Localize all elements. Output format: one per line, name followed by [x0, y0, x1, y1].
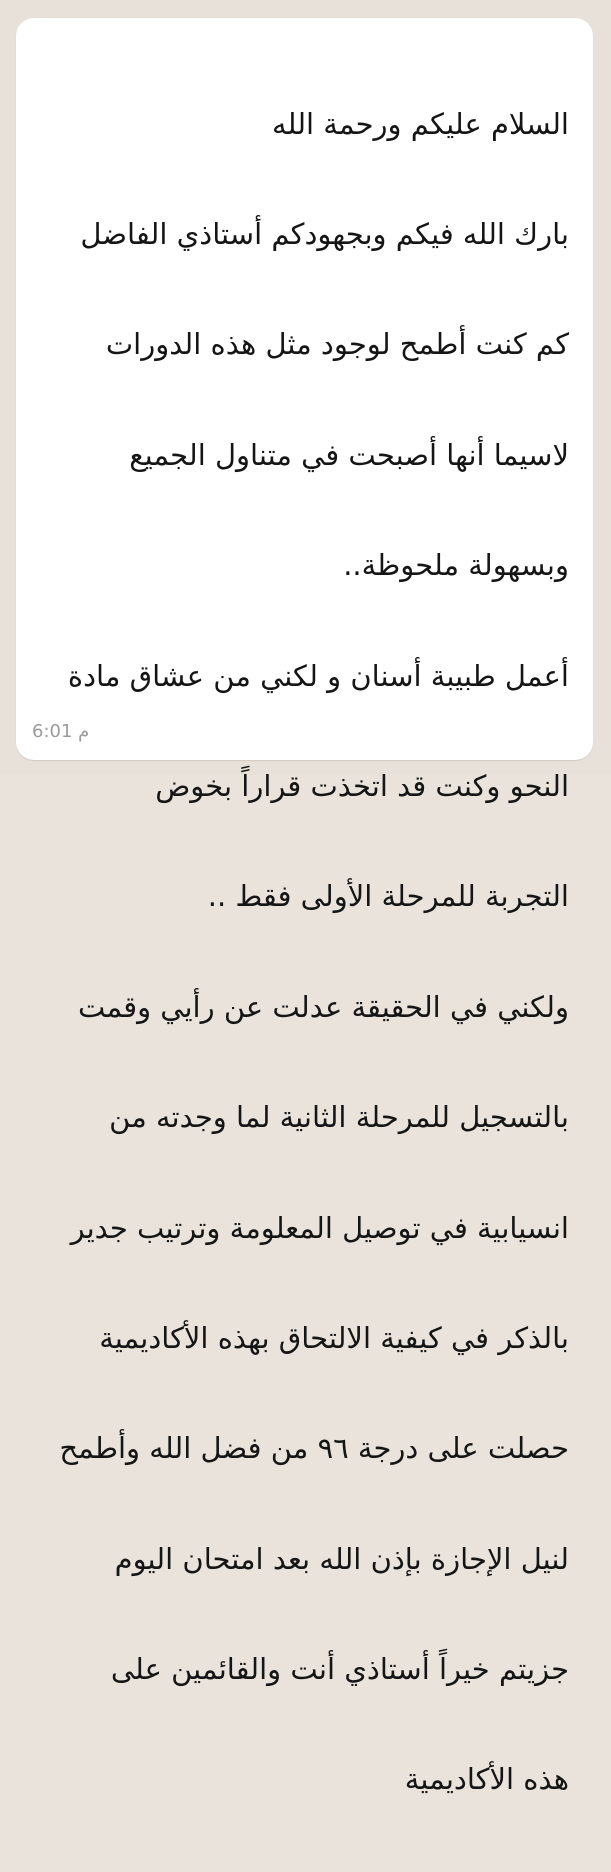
timestamp-time: 6:01: [32, 721, 73, 742]
message-line-9: ولكني في الحقيقة عدلت عن رأيي وقمت: [77, 989, 569, 1024]
message-line-6: أعمل طبيبة أسنان و لكني من عشاق مادة: [67, 658, 569, 693]
message-line-14: لنيل الإجازة بإذن الله بعد امتحان اليوم: [114, 1541, 569, 1576]
message-timestamp: [32, 722, 89, 742]
message-line-8: التجربة للمرحلة الأولى فقط ..: [207, 879, 569, 914]
message-line-11: انسيابية في توصيل المعلومة وترتيب جدير: [70, 1210, 569, 1245]
message-line-13: حصلت على درجة ٩٦ من فضل الله وأطمح: [59, 1431, 569, 1466]
message-line-1: السلام عليكم ورحمة الله: [272, 106, 569, 141]
message-line-4: لاسيما أنها أصبحت في متناول الجميع: [129, 437, 569, 472]
message-line-15: جزيتم خيراً أستاذي أنت والقائمين على: [110, 1652, 569, 1687]
timestamp-period: م: [78, 721, 90, 742]
message-line-7: النحو وكنت قد اتخذت قراراً بخوض: [155, 768, 569, 803]
message-line-3: كم كنت أطمح لوجود مثل هذه الدورات: [105, 327, 569, 362]
message-line-2: بارك الله فيكم وبجهودكم أستاذي الفاضل: [80, 216, 569, 251]
message-line-16: هذه الأكاديمية: [404, 1762, 569, 1797]
message-line-12: بالذكر في كيفية الالتحاق بهذه الأكاديمية: [99, 1320, 569, 1355]
message-line-10: بالتسجيل للمرحلة الثانية لما وجدته من: [109, 1100, 569, 1135]
message-bubble[interactable]: [16, 18, 593, 1797]
message-text: [34, 32, 569, 1872]
message-line-5: وبسهولة ملحوظة..: [343, 548, 569, 583]
